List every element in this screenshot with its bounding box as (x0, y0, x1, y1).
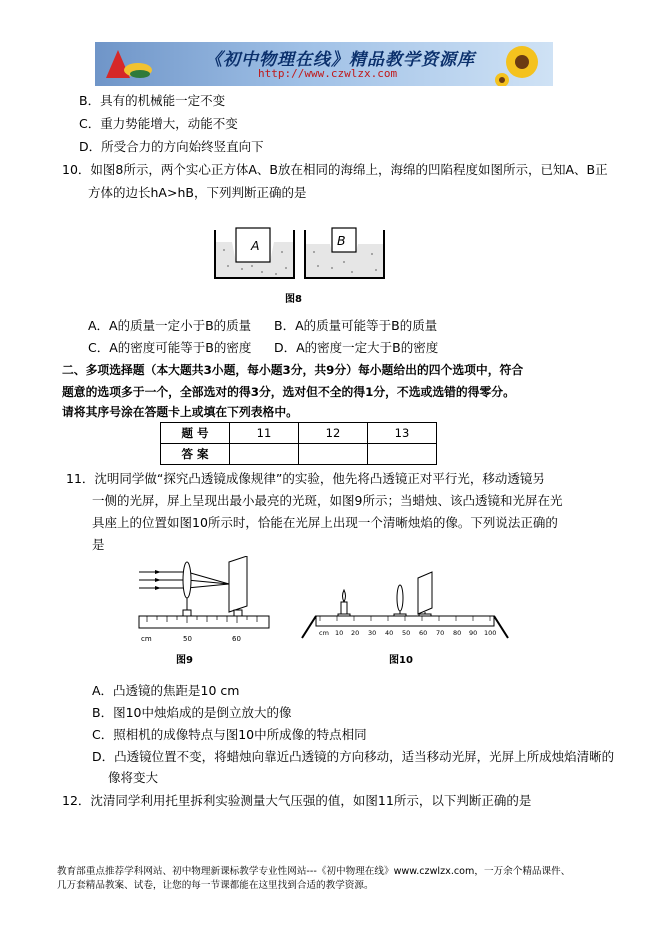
q9-option-c: C．重力势能增大，动能不变 (79, 116, 238, 131)
q11-stem-line3: 具座上的位置如图10所示时，恰能在光屏上出现一个清晰烛焰的像。下列说法正确的 (92, 515, 558, 530)
answer-table (160, 422, 437, 465)
q10-stem-line1: 10．如图8所示，两个实心正方体A、B放在相同的海绵上，海绵的凹陷程度如图所示，已知A、B正 (62, 162, 608, 177)
fig9-tick-50: 50 (183, 635, 192, 643)
q11-option-b: B．图10中烛焰成的是倒立放大的像 (92, 705, 292, 720)
q10-option-a: A．A的质量一定小于B的质量 (88, 318, 252, 333)
q9-option-b: B．具有的机械能一定不变 (79, 93, 226, 108)
fig10-tick-20: 20 (351, 629, 360, 637)
q11-option-d-line1: D．凸透镜位置不变，将蜡烛向靠近凸透镜的方向移动，适当移动光屏，光屏上所成烛焰清晰的 (92, 749, 615, 764)
screen-on-bench (418, 572, 432, 614)
question-number-label: 题 号 (161, 423, 230, 444)
footer-line1: 教育部重点推荐学科网站、初中物理新课标教学专业性网站---《初中物理在线》www.czwlzx.com，一万余个精品课件、 (57, 866, 571, 877)
light-screen (229, 556, 247, 612)
q11-option-c: C．照相机的成像特点与图10中所成像的特点相同 (92, 727, 367, 742)
candle (341, 602, 347, 614)
fig10-tick-50: 50 (402, 629, 411, 637)
banner-url[interactable]: http://www.czwlzx.com (258, 67, 398, 80)
q11-stem-line2: 一侧的光屏，屏上呈现出最小最亮的光斑，如图9所示；当蜡烛、该凸透镜和光屏在光 (92, 493, 563, 508)
fig10-tick-40: 40 (385, 629, 394, 637)
answer-cell-13[interactable] (368, 444, 437, 465)
fig10-tick-30: 30 (368, 629, 377, 637)
figure-10-caption: 图10 (389, 655, 413, 666)
question-number-11: 11 (230, 423, 299, 444)
fig10-tick-70: 70 (436, 629, 445, 637)
fig10-tick-80: 80 (453, 629, 462, 637)
answer-cell-12[interactable] (299, 444, 368, 465)
fig10-tick-90: 90 (469, 629, 478, 637)
page-footer (57, 865, 617, 893)
question-number-13: 13 (368, 423, 437, 444)
banner-title: 《初中物理在线》精品教学资源库 (205, 50, 475, 70)
fig10-tick-100: 100 (484, 629, 497, 637)
figure-8-sponges (212, 222, 392, 288)
figure-9-caption: 图9 (176, 655, 193, 666)
fig9-tick-60: 60 (232, 635, 241, 643)
q9-option-d: D．所受合力的方向始终竖直向下 (79, 139, 264, 154)
cube-b-label: B (337, 233, 346, 248)
figure-8-caption: 图8 (285, 294, 302, 305)
convex-lens (183, 562, 191, 598)
answer-table-answer-row (161, 444, 437, 465)
section2-heading-line3: 请将其序号涂在答题卡上或填在下列表格中。 (62, 405, 298, 419)
q11-stem-line4: 是 (92, 537, 105, 552)
fig9-tick-cm: cm (141, 635, 152, 643)
sunflower-image (490, 42, 552, 86)
section2-heading-line1: 二、多项选择题（本大题共3小题，每小题3分，共9分）每小题给出的四个选项中，符合 (62, 363, 524, 377)
fig10-tick-cm: cm (319, 629, 329, 637)
question-number-12: 12 (299, 423, 368, 444)
fig10-tick-60: 60 (419, 629, 428, 637)
q12-stem-line1: 12．沈清同学利用托里拆利实验测量大气压强的值，如图11所示，以下判断正确的是 (62, 793, 532, 808)
site-logo (100, 44, 160, 84)
footer-line2: 几万套精品教案、试卷，让您的每一节课都能在这里找到合适的教学资源。 (57, 880, 374, 891)
section2-heading-line2: 题意的选项多于一个，全部选对的得3分，选对但不全的得1分，不选或选错的得零分。 (62, 385, 515, 399)
q11-stem-line1: 11．沈明同学做“探究凸透镜成像规律”的实验，他先将凸透镜正对平行光，移动透镜另 (66, 471, 545, 486)
lens-on-bench (397, 585, 403, 611)
fig10-tick-10: 10 (335, 629, 344, 637)
q11-option-a: A．凸透镜的焦距是10 cm (92, 683, 240, 698)
figure-9-focal-point (135, 556, 275, 648)
q10-option-c: C．A的密度可能等于B的密度 (88, 340, 252, 355)
cube-a-label: A (251, 238, 260, 253)
q11-option-d-line2: 像将变大 (108, 770, 159, 785)
q10-option-b: B．A的质量可能等于B的质量 (274, 318, 438, 333)
q10-stem-line2: 方体的边长hA>hB，下列判断正确的是 (88, 185, 307, 200)
answer-cell-11[interactable] (230, 444, 299, 465)
answer-table-header-row (161, 423, 437, 444)
q10-option-d: D．A的密度一定大于B的密度 (274, 340, 439, 355)
answer-label: 答 案 (161, 444, 230, 465)
